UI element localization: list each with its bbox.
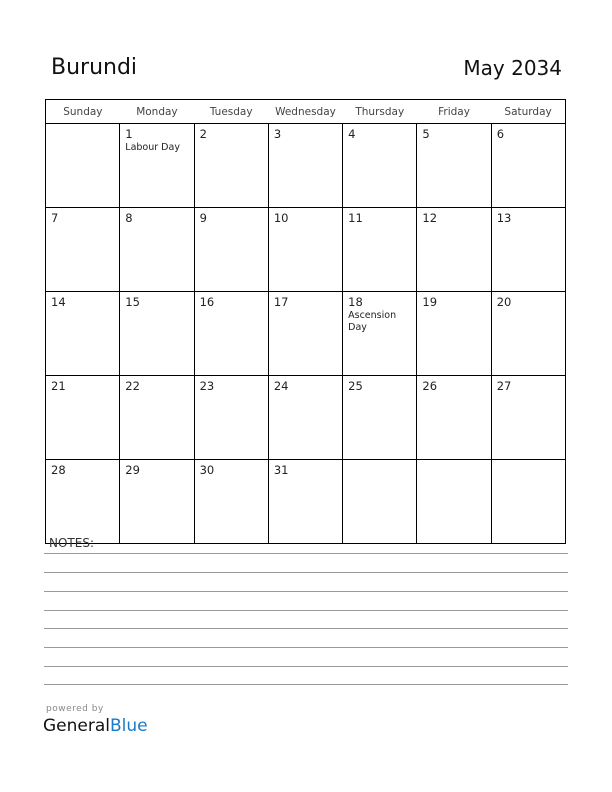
day-number: 5 [422, 127, 430, 141]
day-number: 31 [273, 463, 289, 477]
day-cell [194, 124, 268, 208]
day-cell [120, 124, 194, 208]
notes-line [44, 572, 568, 573]
day-cell [268, 292, 342, 376]
day-number: 22 [125, 379, 140, 393]
day-number: 3 [273, 127, 282, 141]
week-row [46, 460, 566, 544]
day-number: 17 [273, 295, 289, 309]
day-cell [343, 208, 417, 292]
week-row [46, 124, 566, 208]
day-cell [120, 460, 194, 544]
day-cell [343, 460, 417, 544]
day-cell [194, 292, 268, 376]
day-cell [120, 208, 194, 292]
day-cell [417, 376, 491, 460]
day-cell [268, 208, 342, 292]
day-number: 14 [51, 295, 66, 309]
notes-label: NOTES: [49, 536, 94, 550]
day-number: 2 [199, 127, 207, 141]
day-cell [343, 292, 417, 376]
day-cell [491, 292, 565, 376]
logo-blue: Blue [110, 716, 148, 736]
day-number: 9 [199, 211, 207, 225]
month-year-title: May 2034 [463, 56, 562, 80]
day-cell [268, 460, 342, 544]
day-number: 28 [51, 463, 66, 477]
week-row [46, 208, 566, 292]
logo-general: General [43, 716, 110, 736]
week-row [46, 292, 566, 376]
weekday-header: Friday [417, 100, 491, 124]
day-number: 27 [496, 379, 512, 393]
notes-line [44, 684, 568, 685]
day-number: 30 [199, 463, 215, 477]
weekday-header: Sunday [46, 100, 120, 124]
day-number: 8 [125, 211, 133, 225]
day-number: 26 [422, 379, 438, 393]
generalblue-logo [43, 716, 148, 736]
day-cell [417, 124, 491, 208]
day-number: 23 [199, 379, 215, 393]
day-number: 4 [348, 127, 356, 141]
day-cell [491, 124, 565, 208]
day-number: 12 [422, 211, 438, 225]
day-cell [46, 208, 120, 292]
notes-line [44, 628, 568, 629]
day-cell [268, 376, 342, 460]
day-cell [417, 460, 491, 544]
day-number: 29 [125, 463, 140, 477]
day-cell [46, 376, 120, 460]
holiday-label: Ascension Day [348, 310, 397, 333]
notes-line [44, 666, 568, 667]
day-number: 19 [422, 295, 438, 309]
day-cell [343, 124, 417, 208]
day-cell [120, 376, 194, 460]
day-number: 21 [51, 379, 66, 393]
day-cell [491, 208, 565, 292]
day-cell [120, 292, 194, 376]
day-cell [268, 124, 342, 208]
weekday-header-row [46, 100, 566, 124]
day-cell [491, 460, 565, 544]
day-number: 18 [348, 295, 363, 309]
day-cell [417, 208, 491, 292]
powered-by-text: powered by [46, 704, 104, 714]
week-row [46, 376, 566, 460]
day-number: 16 [199, 295, 215, 309]
day-number: 24 [273, 379, 289, 393]
day-number: 6 [496, 127, 505, 141]
day-cell [194, 376, 268, 460]
day-cell [194, 208, 268, 292]
notes-line [44, 610, 568, 611]
day-cell [417, 292, 491, 376]
day-cell [194, 460, 268, 544]
day-cell [491, 376, 565, 460]
day-cell [46, 460, 120, 544]
day-number: 25 [348, 379, 363, 393]
day-number: 11 [348, 211, 363, 225]
day-number: 7 [51, 211, 59, 225]
day-cell [343, 376, 417, 460]
country-title: Burundi [51, 55, 138, 80]
day-number: 13 [496, 211, 512, 225]
weekday-header: Monday [120, 100, 194, 124]
day-number: 10 [273, 211, 289, 225]
day-cell [46, 292, 120, 376]
calendar-grid [45, 99, 566, 544]
notes-line [44, 647, 568, 648]
weekday-header: Wednesday [268, 100, 342, 124]
weekday-header: Tuesday [194, 100, 268, 124]
notes-line [44, 591, 568, 592]
day-number: 15 [125, 295, 140, 309]
day-cell [46, 124, 120, 208]
holiday-label: Labour Day [125, 142, 180, 153]
notes-line [44, 553, 568, 554]
day-number: 1 [125, 127, 133, 141]
day-number: 20 [496, 295, 512, 309]
weekday-header: Thursday [343, 100, 417, 124]
weekday-header: Saturday [491, 100, 565, 124]
